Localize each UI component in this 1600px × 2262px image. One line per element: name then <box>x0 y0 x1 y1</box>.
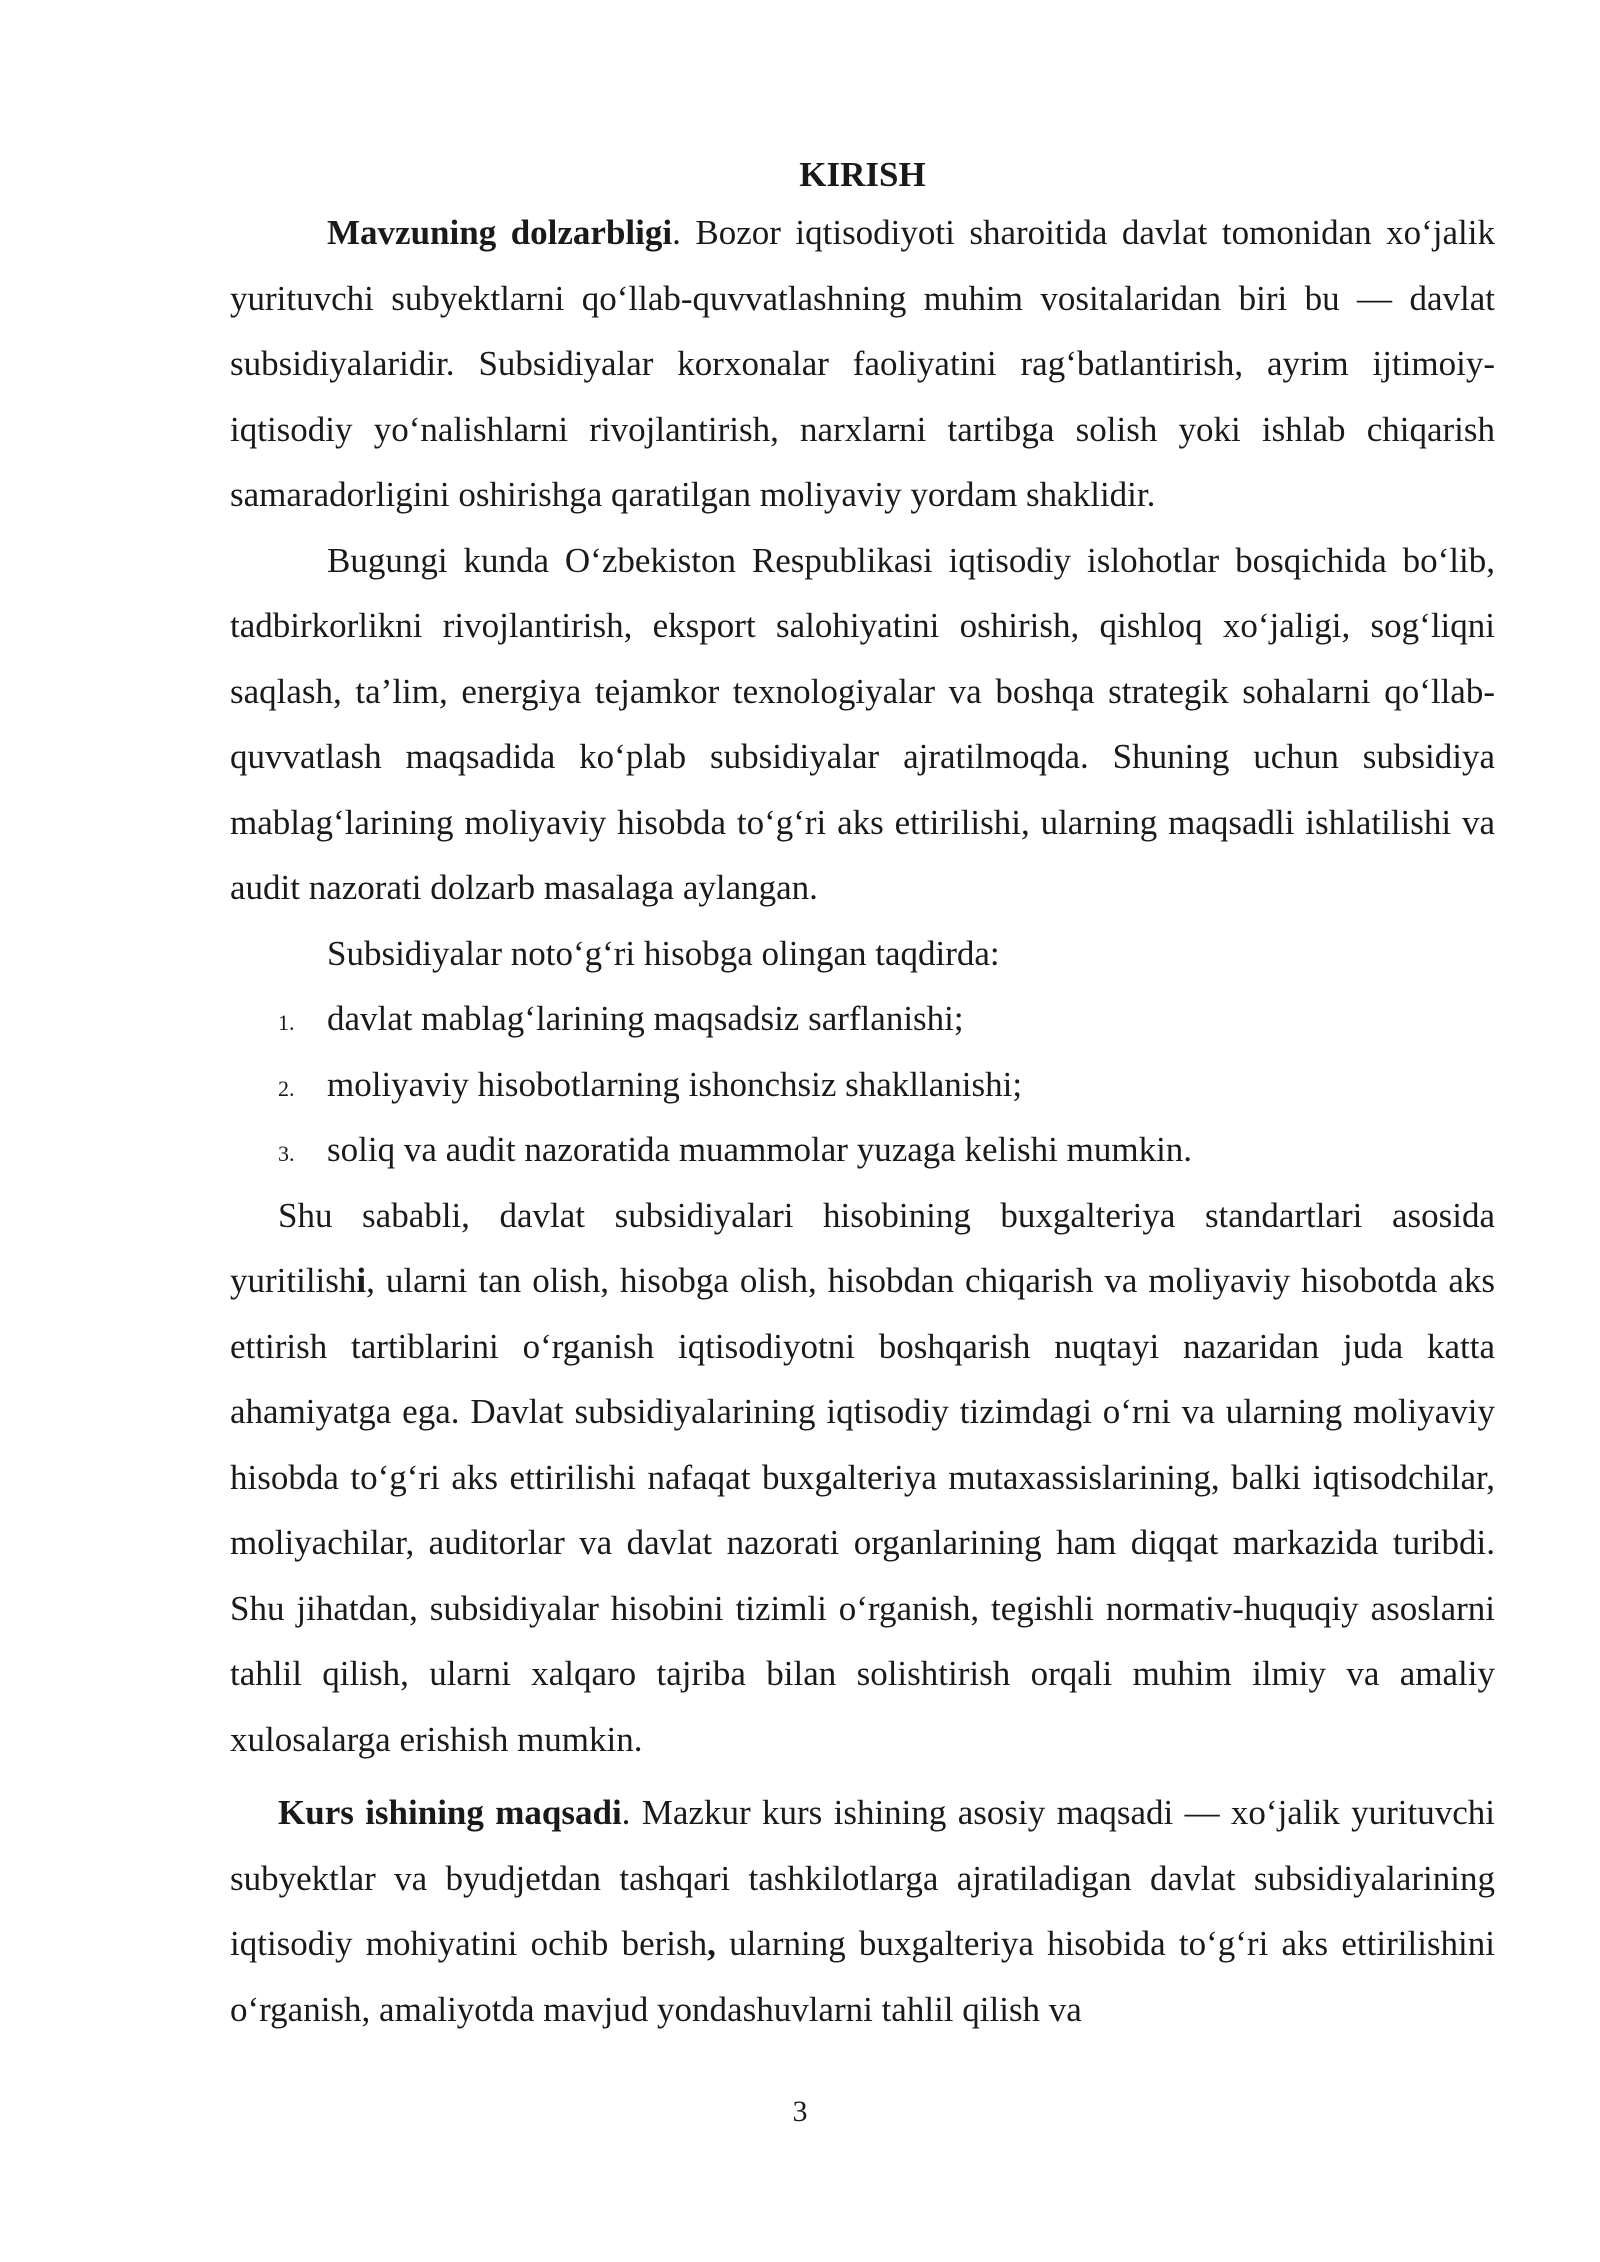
consequences-list <box>230 986 1495 1183</box>
list-text: moliyaviy hisobotlarning ishonchsiz shakllanishi; <box>327 1064 1023 1104</box>
document-page <box>230 150 1495 2042</box>
relevance-heading: Mavzuning dolzarbligi <box>327 213 673 252</box>
paragraph-goal <box>230 1780 1495 2042</box>
list-item <box>230 1117 1495 1183</box>
goal-heading: Kurs ishining maqsadi <box>278 1793 622 1832</box>
goal-text-end: ularning buxgalteriya hisobida to‘g‘ri aks ettirilishini o‘rganish, amaliyotda mavjud yondashuvlarni tahlil qilish va <box>230 1924 1495 2029</box>
list-item <box>230 1052 1495 1118</box>
goal-text-start: . Mazkur kurs ishining asosiy maqsadi — xo‘jalik yurituvchi subyektlar va byudjetdan tashqari tashkilotlarga ajratiladigan davlat subsidiyalarining iqtisodiy mohiyatini ochib berish <box>230 1793 1495 1963</box>
importance-text-start: Shu sababli, davlat subsidiyalari hisobining buxgalteriya standartlari asosida yuritilish <box>230 1195 1495 1300</box>
paragraph-list-intro: Subsidiyalar noto‘g‘ri hisobga olingan taqdirda: <box>327 933 1000 973</box>
goal-bold-comma: , <box>707 1924 716 1963</box>
paragraph-relevance <box>230 200 1495 528</box>
paragraph-importance <box>230 1183 1495 1773</box>
list-number: 2. <box>278 1075 295 1101</box>
importance-bold-letter: i <box>356 1261 367 1300</box>
page-number: 3 <box>792 2095 808 2128</box>
list-text: davlat mablag‘larining maqsadsiz sarflanishi; <box>327 999 964 1038</box>
list-number: 3. <box>278 1141 295 1166</box>
list-item <box>230 986 1495 1052</box>
importance-text-end: , ularni tan olish, hisobga olish, hisobdan chiqarish va moliyaviy hisobotda aks ettirish tartiblarini o‘rganish iqtisodiyotni boshqarish nuqtayi nazaridan juda katta ahamiyatga ega. Davlat subsidiyalarining iqtisodiy tizimdagi o‘rni va ularning moliyaviy hisobda to‘g‘ri aks ettirilishi nafaqat buxgalteriya mutaxassislarining, balki iqtisodchilar, moliyachilar, auditorlar va davlat nazorati organlarining ham diqqat markazida turibdi. Shu jihatdan, subsidiyalar hisobini tizimli o‘rganish, tegishli normativ-huquqiy asoslarni tahlil qilish, ularni xalqaro tajriba bilan solishtirish orqali muhim ilmiy va amaliy xulosalarga erishish mumkin. <box>230 1261 1495 1759</box>
relevance-text: . Bozor iqtisodiyoti sharoitida davlat tomonidan xo‘jalik yurituvchi subyektlarni qo‘llab-quvvatlashning muhim vositalaridan biri bu — davlat subsidiyalaridir. Subsidiyalar korxonalar faoliyatini rag‘batlantirish, ayrim ijtimoiy-iqtisodiy yo‘nalishlarni rivojlantirish, narxlarni tartibga solish yoki ishlab chiqarish samaradorligini oshirishga qaratilgan moliyaviy yordam shaklidir. <box>230 213 1495 514</box>
section-title: KIRISH <box>799 155 926 194</box>
list-text: soliq va audit nazoratida muammolar yuzaga kelishi mumkin. <box>327 1130 1193 1169</box>
list-number: 1. <box>278 1010 295 1035</box>
paragraph-uzbekistan: Bugungi kunda O‘zbekiston Respublikasi iqtisodiy islohotlar bosqichida bo‘lib, tadbirkorlikni rivojlantirish, eksport salohiyatini oshirish, qishloq xo‘jaligi, sog‘liqni saqlash, ta’lim, energiya tejamkor texnologiyalar va boshqa strategik sohalarni qo‘llab-quvvatlash maqsadida ko‘plab subsidiyalar ajratilmoqda. Shuning uchun subsidiya mablag‘larining moliyaviy hisobda to‘g‘ri aks ettirilishi, ularning maqsadli ishlatilishi va audit nazorati dolzarb masalaga aylangan. <box>230 540 1495 907</box>
